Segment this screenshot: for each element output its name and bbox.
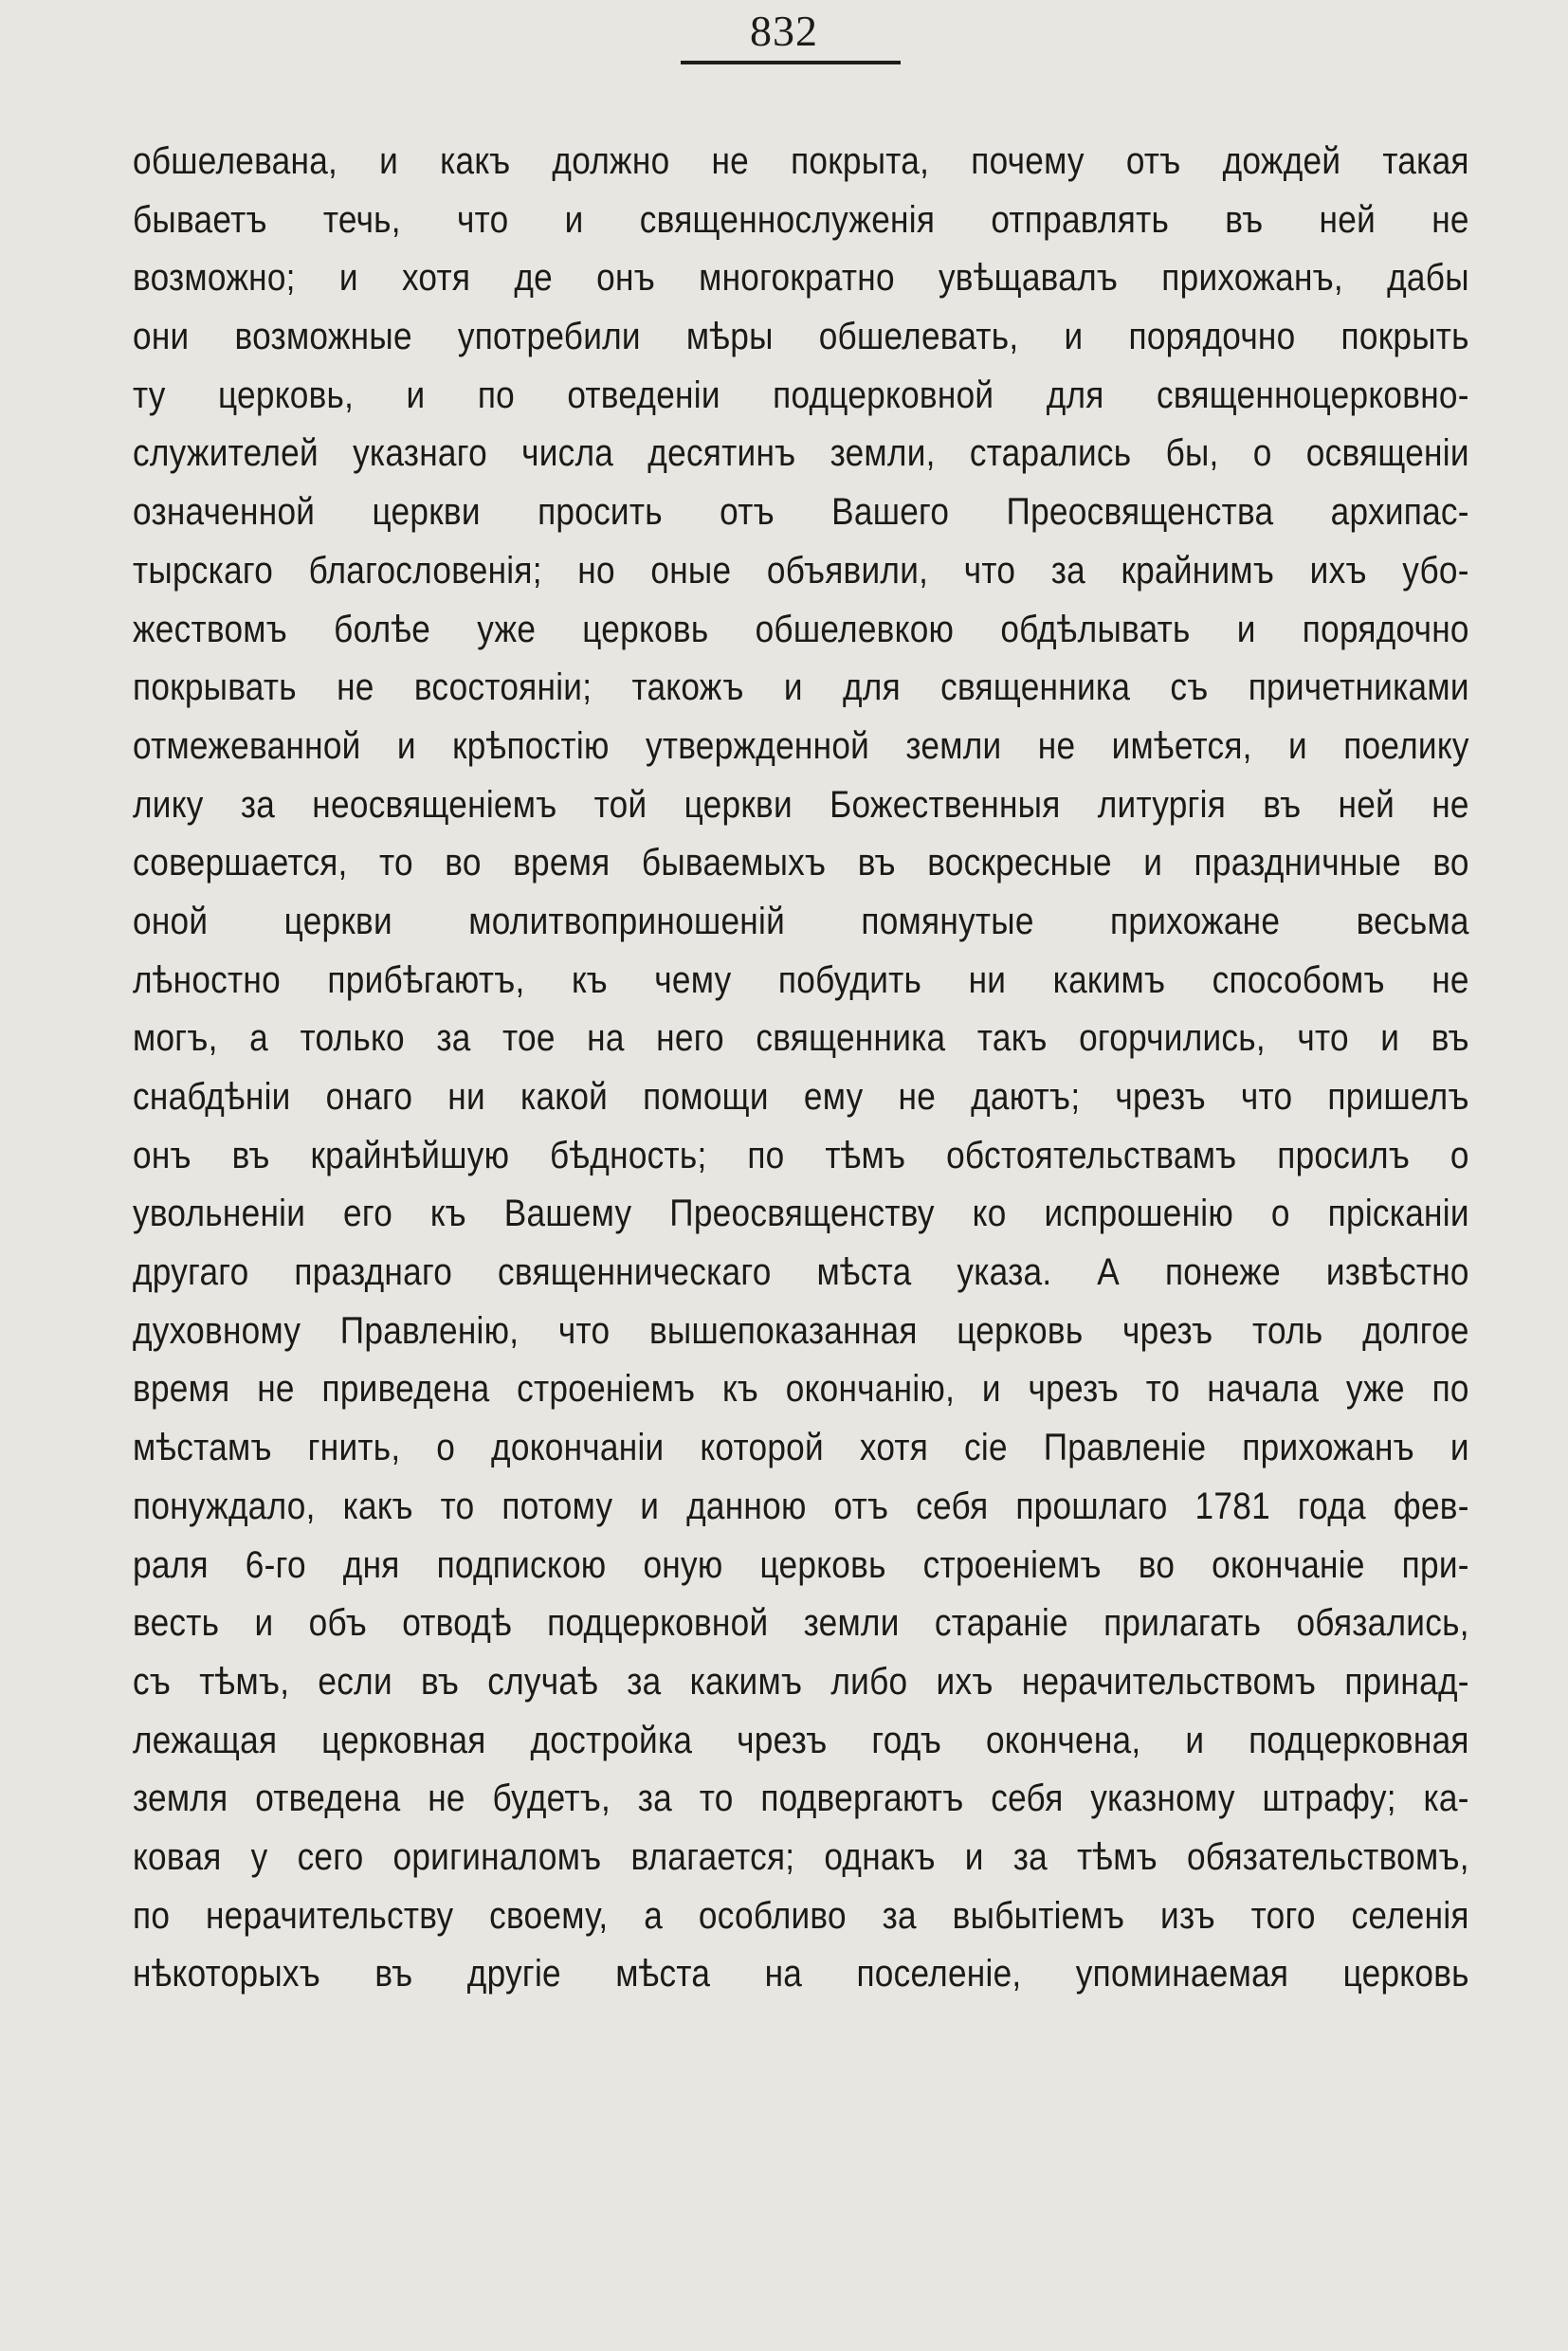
text-line: служителей указнаго числа десятинъ земли, старались бы, о освященіи (133, 432, 1469, 475)
text-line: отмежеванной и крѣпостію утвержденной земли не имѣется, и поелику (133, 724, 1469, 767)
text-line: обшелевана, и какъ должно не покрыта, почему отъ дождей такая (133, 140, 1469, 182)
page-number: 832 (750, 7, 818, 55)
text-line: означенной церкви просить отъ Вашего Преосвященства архипас- (133, 491, 1469, 534)
text-line: ковая у сего оригиналомъ влагается; однакъ и за тѣмъ обязательствомъ, (133, 1835, 1469, 1878)
text-line: духовному Правленію, что вышепоказанная церковь чрезъ толь долгое (133, 1309, 1469, 1352)
text-line: покрывать не всостояніи; такожъ и для священника съ причетниками (133, 666, 1469, 709)
text-line: время не приведена строеніемъ къ окончанію, и чрезъ то начала уже по (133, 1368, 1469, 1411)
text-line: оной церкви молитвоприношеній помянутые прихожане весьма (133, 900, 1469, 942)
text-line: лику за неосвященіемъ той церкви Божественныя литургія въ ней не (133, 783, 1469, 826)
text-line: понуждало, какъ то потому и данною отъ себя прошлаго 1781 года фев- (133, 1485, 1469, 1527)
text-line: возможно; и хотя де онъ многократно увѣщавалъ прихожанъ, дабы (133, 257, 1469, 300)
text-line: они возможные употребили мѣры обшелевать, и порядочно покрыть (133, 316, 1469, 358)
text-line: совершается, то во время бываемыхъ въ воскресные и праздничные во (133, 842, 1469, 884)
text-line: снабдѣніи онаго ни какой помощи ему не даютъ; чрезъ что пришелъ (133, 1076, 1469, 1118)
text-line: онъ въ крайнѣйшую бѣдность; по тѣмъ обстоятельствамъ просилъ о (133, 1134, 1469, 1176)
text-line: весть и объ отводѣ подцерковной земли стараніе прилагать обязались, (133, 1602, 1469, 1645)
text-line: бываетъ течь, что и священнослуженія отправлять въ ней не (133, 198, 1469, 241)
text-line: жествомъ болѣе уже церковь обшелевкою обдѣлывать и порядочно (133, 608, 1469, 650)
text-line: земля отведена не будетъ, за то подвергаютъ себя указному штрафу; ка- (133, 1777, 1469, 1820)
body-text (133, 133, 1469, 2004)
text-line: раля 6-го дня подпискою оную церковь строеніемъ во окончаніе при- (133, 1543, 1469, 1586)
text-line: тырскаго благословенія; но оные объявили, что за крайнимъ ихъ убо- (133, 549, 1469, 592)
text-line: другаго празднаго священническаго мѣста указа. А понеже извѣстно (133, 1251, 1469, 1294)
text-line: съ тѣмъ, если въ случаѣ за какимъ либо ихъ нерачительствомъ принад- (133, 1660, 1469, 1703)
text-line: мѣстамъ гнить, о докончаніи которой хотя сіе Правленіе прихожанъ и (133, 1427, 1469, 1469)
text-line: могъ, а только за тое на него священника такъ огорчились, что и въ (133, 1017, 1469, 1060)
text-line: по нерачительству своему, а особливо за выбытіемъ изъ того селенія (133, 1894, 1469, 1937)
page-number-rule (681, 61, 901, 64)
text-line: нѣкоторыхъ въ другіе мѣста на поселеніе, упоминаемая церковь (133, 1953, 1469, 1996)
text-line: лѣностно прибѣгаютъ, къ чему побудить ни какимъ способомъ не (133, 958, 1469, 1001)
text-line: лежащая церковная достройка чрезъ годъ окончена, и подцерковная (133, 1719, 1469, 1761)
text-line: ту церковь, и по отведеніи подцерковной для священноцерковно- (133, 374, 1469, 416)
text-line: увольненіи его къ Вашему Преосвященству ко испрошенію о прісканіи (133, 1193, 1469, 1235)
